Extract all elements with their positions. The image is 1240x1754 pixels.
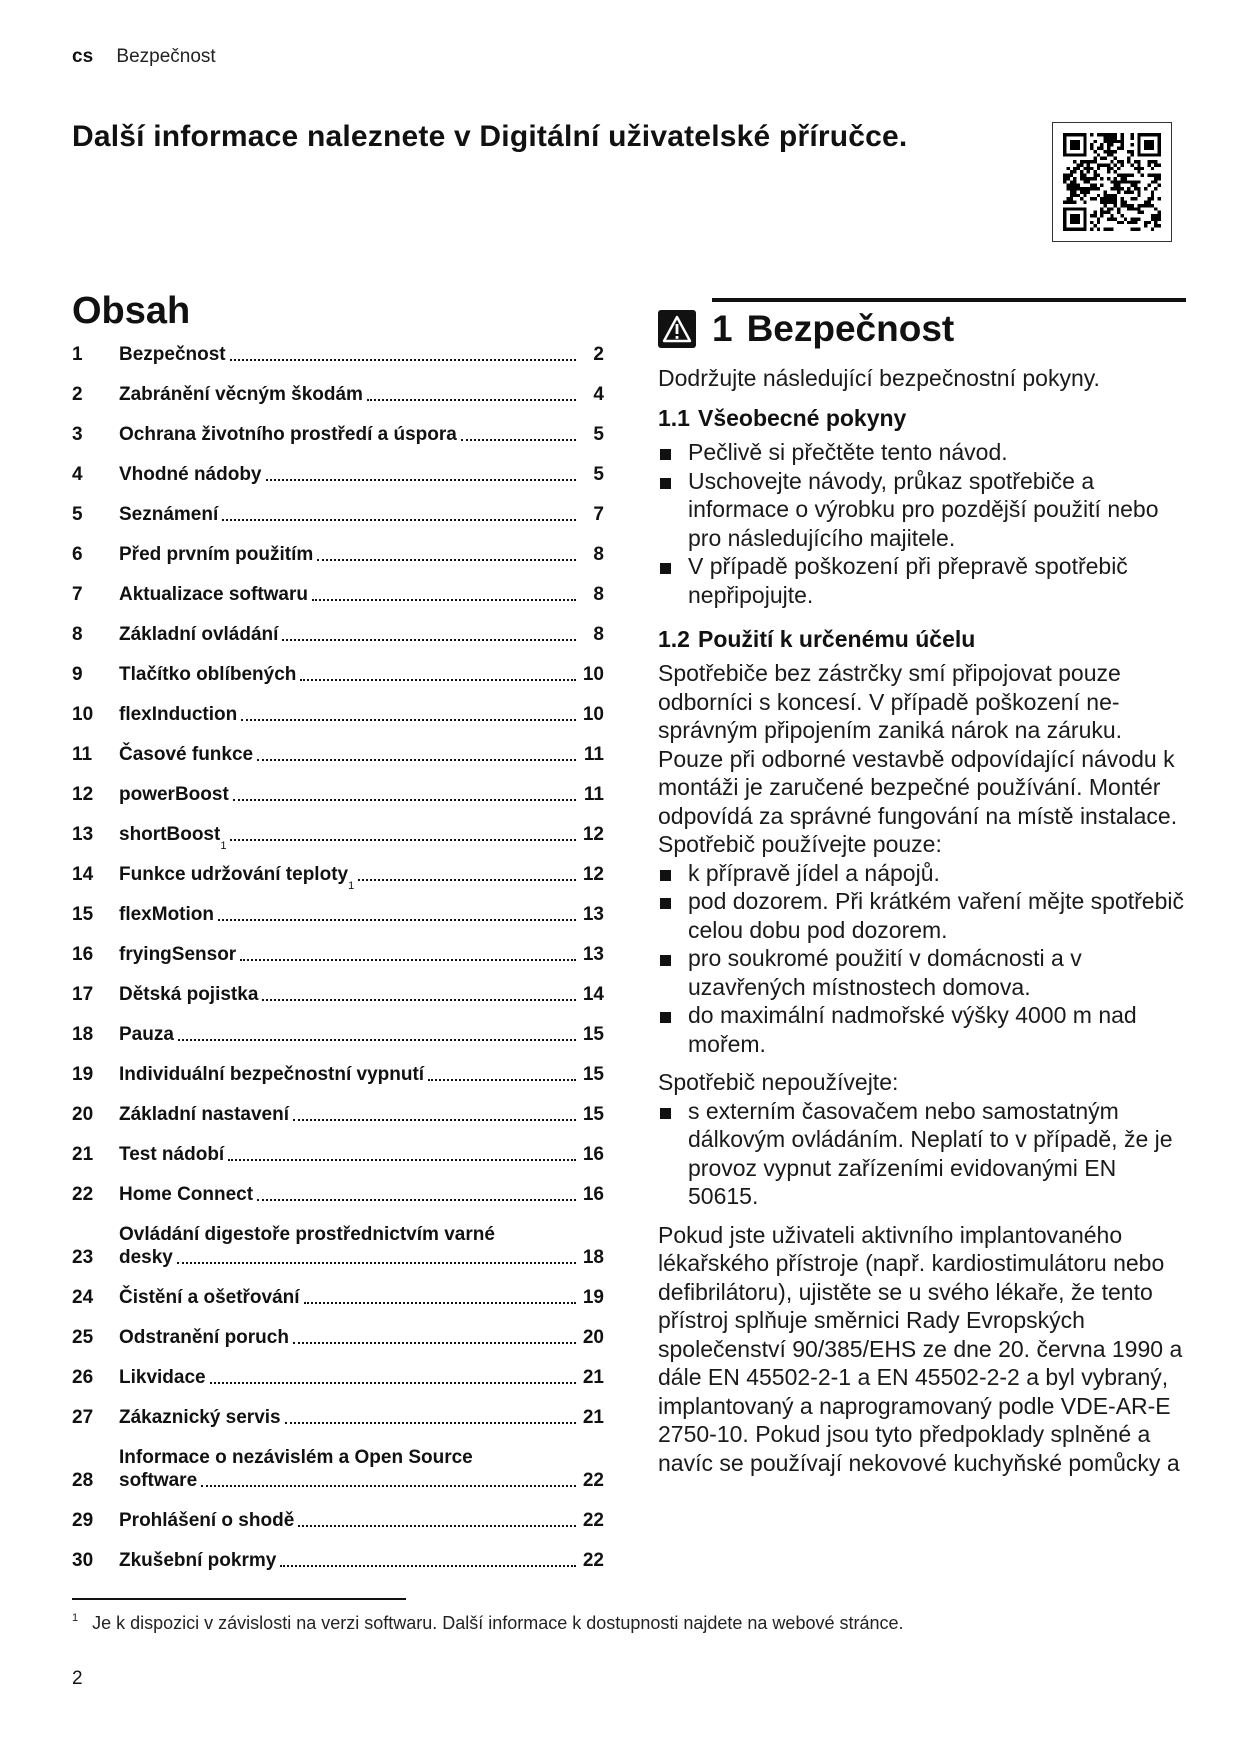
dot-leader [358,878,576,881]
bullet-item: pod dozorem. Při krátkém vaření mějte spotřebič celou dobu pod dozorem. [658,887,1188,944]
toc-entry-page: 16 [582,1144,604,1165]
dot-leader [177,1261,576,1264]
toc-entry-number: 15 [72,904,94,925]
toc-entry[interactable] [72,663,604,686]
dot-leader [240,958,576,961]
dot-leader [304,1301,576,1304]
dot-leader [298,1524,576,1527]
toc-entry[interactable] [72,1183,604,1206]
toc-entry-number: 24 [72,1287,94,1308]
digital-manual-banner: Další informace naleznete v Digitální uživatelské příručce. [72,120,908,153]
toc-entry[interactable] [72,1143,604,1166]
toc-entry-page: 8 [593,624,604,645]
toc-entry-page: 12 [582,824,604,845]
section-title: Použití k určenému účelu [697,626,976,652]
toc-entry-title: Individuální bezpečnostní vypnutí [119,1064,425,1085]
toc-entry-page: 4 [593,384,604,405]
toc-entry-page: 15 [582,1104,604,1125]
chapter-heading [658,308,1188,350]
dot-leader [218,918,576,921]
toc-entry-number: 23 [72,1247,94,1268]
toc-entry-number: 19 [72,1064,94,1085]
bullet-item: V případě poškození při přepravě spotřebič nepřipojujte. [658,552,1188,609]
toc-entry[interactable]: 14 Funkce udržování teploty 1 12 [72,864,604,892]
toc-entry-title: Test nádobí [119,1144,225,1165]
toc-entry-number: 21 [72,1144,94,1165]
footnote-mark: 1 [72,1612,79,1624]
toc-entry-number: 27 [72,1407,94,1428]
toc-entry[interactable] [72,1063,604,1086]
toc-entry[interactable] [72,783,604,806]
toc-entry-number: 4 [72,464,83,485]
dot-leader [266,478,577,481]
toc-entry-title: Ovládání digestoře prostřednictvím varné [119,1224,495,1245]
language-code: cs [72,46,94,67]
toc-entry-title: Vhodné nádoby [119,464,262,485]
toc-entry-title: Aktualizace softwaru [119,584,308,605]
bullet-item: Uschovejte návody, průkaz spotřebiče a informace o výrobku pro pozdější použití nebo pro následujícího majitele. [658,467,1188,553]
dot-leader [282,638,576,641]
chapter-title-text: Bezpečnost [746,308,955,349]
dot-leader [285,1421,576,1424]
toc-entry[interactable] [72,1366,604,1389]
toc-entry-title: Základní nastavení [119,1104,290,1125]
bullet-item: k přípravě jídel a nápojů. [658,859,1188,888]
dot-leader [367,398,576,401]
footnote [72,1612,904,1634]
toc-entry-page: 22 [582,1550,604,1571]
toc-entry[interactable] [72,983,604,1006]
toc-entry-page: 10 [582,664,604,685]
dot-leader [201,1484,576,1487]
section-number: 1.1 [658,405,690,431]
toc-entry-page: 21 [582,1407,604,1428]
toc-entry-title: Likvidace [119,1367,206,1388]
toc-entry[interactable] [72,1446,604,1492]
toc-entry-title: Před prvním použitím [119,544,314,565]
toc-entry[interactable] [72,463,604,486]
toc-entry[interactable] [72,743,604,766]
warning-icon [658,310,696,348]
dot-leader [293,1341,576,1344]
running-section-title: Bezpečnost [116,46,216,67]
footnote-rule [72,1598,406,1600]
toc-entry-title: Bezpečnost [119,344,226,365]
toc-entry-number: 17 [72,984,94,1005]
do-not-use-list [658,1097,1188,1211]
toc-entry-title-cont: software [119,1470,198,1491]
toc-entry[interactable] [72,943,604,966]
chapter-intro: Dodržujte následující bezpečnostní pokyny. [658,365,1100,391]
toc-entry[interactable] [72,703,604,726]
toc-entry-number: 9 [72,664,83,685]
toc-entry[interactable] [72,543,604,566]
dot-leader [257,1198,576,1201]
do-not-use-label: Spotřebič nepoužívejte: [658,1069,899,1095]
toc-entry-number: 18 [72,1024,94,1045]
toc-entry-title: flexMotion [119,904,214,925]
toc-entry[interactable] [72,1286,604,1309]
toc-entry-page: 2 [593,344,604,365]
toc-entry-number: 6 [72,544,83,565]
toc-entry-page: 10 [582,704,604,725]
toc-entry[interactable] [72,583,604,606]
qr-code-graphic [1063,133,1161,231]
qr-code-icon[interactable] [1052,122,1172,242]
section-number: 1.2 [658,626,690,652]
dot-leader [293,1118,576,1121]
bullet-item: Pečlivě si přečtěte tento návod. [658,438,1188,467]
toc-entry-number: 8 [72,624,83,645]
toc-entry-title: shortBoost [119,824,221,845]
use-only-list [658,859,1188,1059]
toc-entry-page: 12 [582,864,604,885]
toc-entry-page: 5 [593,464,604,485]
page-number: 2 [72,1668,83,1689]
toc-entry[interactable] [72,623,604,646]
toc-entry-number: 14 [72,864,94,885]
toc-entry-title: Seznámení [119,504,219,525]
toc-entry-page: 8 [593,584,604,605]
toc-entry[interactable] [72,1326,604,1349]
running-header [72,46,216,68]
toc-entry-title: Home Connect [119,1184,254,1205]
toc-entry[interactable] [72,1509,604,1532]
toc-entry-page: 18 [582,1247,604,1268]
toc-entry[interactable] [72,383,604,406]
toc-entry-number: 3 [72,424,83,445]
toc-entry-title-cont: desky [119,1247,173,1268]
toc-entry-title: Základní ovládání [119,624,279,645]
toc-entry-page: 20 [582,1327,604,1348]
dot-leader [178,1038,576,1041]
toc-entry-page: 8 [593,544,604,565]
footnote-text: Je k dispozici v závislosti na verzi softwaru. Další informace k dostupnosti najdete na webové stránce. [92,1613,904,1633]
bullet-item: pro soukromé použití v domácnosti a v uzavřených místnostech domova. [658,944,1188,1001]
toc-entry-page: 13 [582,904,604,925]
toc-entry-title: Informace o nezávislém a Open Source [119,1447,473,1468]
toc-entry-title: powerBoost [119,784,229,805]
use-only-label: Spotřebič používejte pouze: [658,831,942,857]
dot-leader [222,518,576,521]
toc-entry-page: 5 [593,424,604,445]
dot-leader [257,758,576,761]
toc-entry-number: 29 [72,1510,94,1531]
dot-leader [428,1078,576,1081]
toc-entry-title: flexInduction [119,704,238,725]
toc-entry-title: Ochrana životního prostředí a úspora [119,424,457,445]
toc-entry-page: 21 [582,1367,604,1388]
toc-entry[interactable] [72,1223,604,1269]
toc-entry-number: 25 [72,1327,94,1348]
chapter-content [658,298,1188,1477]
chapter-number: 1 [712,308,733,349]
toc-title: Obsah [72,290,191,332]
toc-entry-number: 30 [72,1550,94,1571]
toc-entry-page: 15 [582,1064,604,1085]
toc-entry-title: fryingSensor [119,944,237,965]
dot-leader [461,438,576,441]
dot-leader [210,1381,576,1384]
dot-leader [241,718,576,721]
bullet-item: do maximální nadmořské výšky 4000 m nad mořem. [658,1001,1188,1058]
toc-entry-page: 16 [582,1184,604,1205]
toc-entry-title: Tlačítko oblíbených [119,664,297,685]
toc-entry[interactable] [72,1406,604,1429]
section-title: Všeobecné pokyny [697,405,907,431]
chapter-title [712,308,954,350]
toc-list [72,343,604,1572]
section-1-2-heading [658,625,1188,653]
toc-entry[interactable] [72,503,604,526]
toc-entry[interactable] [72,1549,604,1572]
toc-entry-title: Prohlášení o shodě [119,1510,295,1531]
toc-entry-number: 12 [72,784,94,805]
dot-leader [312,598,576,601]
toc-entry-number: 13 [72,824,94,845]
toc-entry-number: 11 [72,744,93,765]
toc-entry[interactable] [72,1023,604,1046]
table-of-contents [72,290,604,1589]
toc-entry-title: Zkušební pokrmy [119,1550,277,1571]
toc-entry-title: Zákaznický servis [119,1407,281,1428]
toc-entry-page: 19 [582,1287,604,1308]
toc-entry-title: Odstranění poruch [119,1327,289,1348]
dot-leader [233,798,576,801]
toc-entry-page: 15 [582,1024,604,1045]
toc-entry-number: 20 [72,1104,94,1125]
toc-entry[interactable] [72,903,604,926]
section-1-1-heading [658,404,1188,432]
toc-entry-page: 11 [583,744,604,765]
medical-device-paragraph: Pokud jste uživateli aktivního implantovaného lékařského přístroje (např. kardiostimulátoru nebo defibrilátoru), ujistěte se u svého lékaře, že tento přístroj splňuje směrnici Rady Evropských společenství 90/385/EHS ze dne 20. června 1990 a dále EN 45502-2-1 a EN 45502-2-2 a byl vybraný, implantovaný a naprogramovaný podle VDE-AR-E 2750-10. Pokud jsou tyto předpoklady splněné a navíc se používají nekovové kuchyňské pomůcky a [658,1221,1183,1476]
toc-entry-title: Čistění a ošetřování [119,1287,300,1308]
dot-leader [300,678,576,681]
toc-entry-number: 28 [72,1470,94,1491]
dot-leader [230,838,576,841]
dot-leader [317,558,576,561]
bullet-item: s externím časovačem nebo samostatným dálkovým ovládáním. Neplatí to v případě, že je provoz vypnut zařízeními evidovanými EN 50615. [658,1097,1188,1211]
toc-entry-number: 26 [72,1367,94,1388]
general-instructions-list [658,438,1188,609]
intended-use-paragraph: Spotřebiče bez zástrčky smí připojovat pouze odborníci s koncesí. V případě poškození nesprávným připojením zaniká nárok na záruku. Pouze při odborné vestavbě odpovídající návodu k montáži je zaručené bezpečné používání. Montér odpovídá za správné fungování na místě instalace. [658,660,1178,829]
toc-entry-number: 2 [72,384,83,405]
toc-entry-page: 22 [582,1510,604,1531]
toc-entry-number: 10 [72,704,94,725]
toc-entry[interactable] [72,343,604,366]
toc-entry-page: 7 [593,504,604,525]
dot-leader [228,1158,576,1161]
toc-entry-page: 11 [583,784,604,805]
toc-entry-number: 5 [72,504,83,525]
toc-entry-number: 22 [72,1184,94,1205]
toc-entry-title: Funkce udržování teploty [119,864,349,885]
toc-entry-page: 13 [582,944,604,965]
dot-leader [280,1564,576,1567]
toc-entry-title: Časové funkce [119,744,254,765]
dot-leader [262,998,576,1001]
toc-entry[interactable]: 13 shortBoost 1 12 [72,824,604,852]
dot-leader [230,358,576,361]
toc-entry-page: 14 [582,984,604,1005]
toc-entry[interactable] [72,423,604,446]
toc-entry-title: Zabránění věcným škodám [119,384,363,405]
toc-entry[interactable] [72,1103,604,1126]
toc-entry-title: Dětská pojistka [119,984,259,1005]
toc-entry-number: 1 [72,344,83,365]
toc-entry-number: 16 [72,944,94,965]
toc-entry-page: 22 [582,1470,604,1491]
toc-entry-title: Pauza [119,1024,174,1045]
toc-entry-number: 7 [72,584,83,605]
